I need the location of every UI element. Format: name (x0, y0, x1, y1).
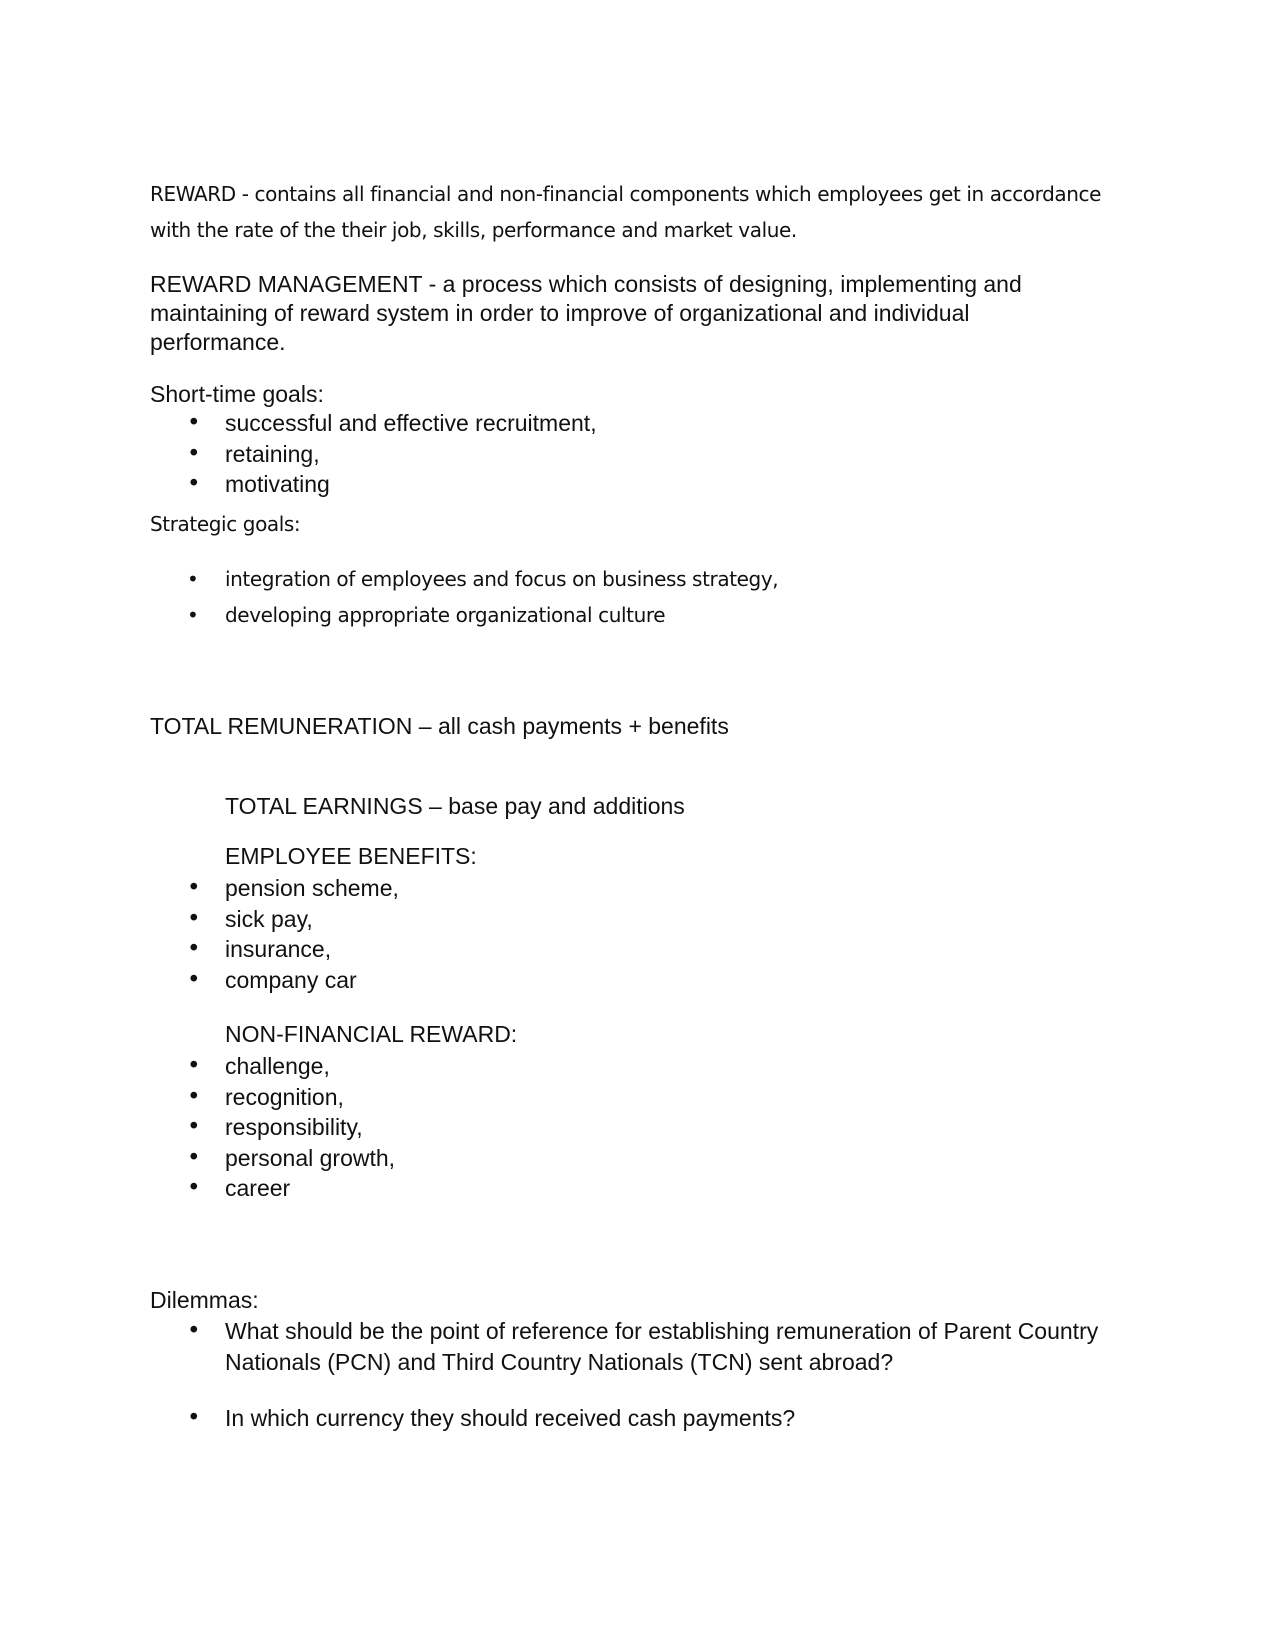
bullet-icon: • (187, 1114, 201, 1140)
dilemmas-heading: Dilemmas: (150, 1287, 259, 1313)
list-item: • developing appropriate organizational culture (150, 597, 1110, 633)
list-item: • recognition, (150, 1082, 1110, 1113)
list-item: • successful and effective recruitment, (150, 408, 1110, 439)
list-item: • insurance, (150, 934, 1110, 965)
total-earnings: TOTAL EARNINGS – base pay and additions (225, 793, 685, 819)
non-financial-reward-list (150, 1051, 1110, 1204)
list-item: • company car (150, 965, 1110, 996)
employee-benefits-list (150, 873, 1110, 995)
bullet-icon: • (187, 603, 199, 627)
bullet-icon: • (187, 1144, 201, 1171)
list-item: • motivating (150, 469, 1110, 500)
employee-benefits-heading: EMPLOYEE BENEFITS: (225, 843, 477, 869)
bullet-icon: • (187, 1318, 201, 1344)
list-item: • career (150, 1173, 1110, 1204)
bullet-icon: • (187, 440, 201, 467)
bullet-icon: • (187, 567, 199, 591)
list-item: • retaining, (150, 439, 1110, 470)
short-time-goals-list (150, 408, 1110, 500)
bullet-icon: • (187, 905, 201, 932)
reward-definition: REWARD - contains all financial and non-financial components which employees get in accordance with the rate of the their job, skills, performance and market value. (150, 182, 1102, 242)
bullet-icon: • (187, 936, 201, 962)
bullet-icon: • (187, 1053, 201, 1079)
bullet-icon: • (187, 1405, 201, 1431)
list-item: • What should be the point of reference for establishing remuneration of Parent Country Nationals (PCN) and Third Country Nationals (TCN) sent abroad? (187, 1318, 1099, 1375)
list-item: • integration of employees and focus on business strategy, (150, 561, 1110, 597)
list-item: • responsibility, (150, 1112, 1110, 1143)
total-remuneration: TOTAL REMUNERATION – all cash payments + benefits (150, 713, 729, 739)
dilemmas-list (150, 1316, 1110, 1434)
non-financial-reward-heading: NON-FINANCIAL REWARD: (225, 1021, 518, 1047)
list-item: • In which currency they should received cash payments? (150, 1403, 1110, 1434)
bullet-icon: • (187, 1083, 201, 1110)
bullet-icon: • (187, 471, 201, 497)
list-item: • pension scheme, (150, 873, 1110, 904)
bullet-icon: • (187, 875, 201, 901)
strategic-goals-list (150, 561, 1110, 633)
bullet-icon: • (187, 966, 201, 993)
reward-management-definition: REWARD MANAGEMENT - a process which consists of designing, implementing and maintaining of reward system in order to improve of organizational and individual performance. (150, 271, 1022, 355)
list-item: • sick pay, (150, 904, 1110, 935)
bullet-icon: • (187, 410, 201, 436)
strategic-goals-heading: Strategic goals: (150, 512, 301, 536)
bullet-icon: • (187, 1175, 201, 1201)
list-item: • personal growth, (150, 1143, 1110, 1174)
short-time-goals-heading: Short-time goals: (150, 381, 324, 407)
list-item: • challenge, (150, 1051, 1110, 1082)
